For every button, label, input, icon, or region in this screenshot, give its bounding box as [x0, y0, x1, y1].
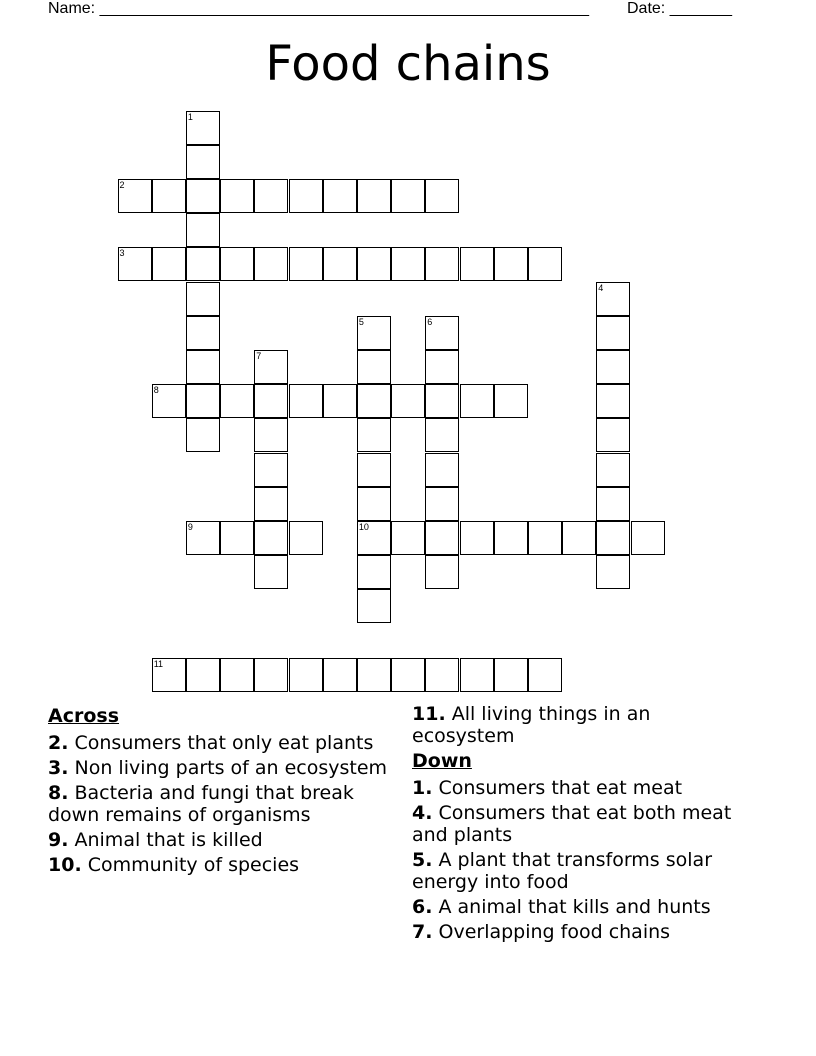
- crossword-cell[interactable]: [425, 179, 459, 213]
- clue-text: A plant that transforms solar energy into food: [412, 849, 713, 893]
- crossword-cell[interactable]: [118, 247, 152, 281]
- crossword-cell[interactable]: [186, 316, 220, 350]
- clue-number-label: 5: [358, 316, 364, 327]
- crossword-cell[interactable]: [562, 521, 596, 555]
- crossword-cell[interactable]: [186, 282, 220, 316]
- crossword-cell[interactable]: [596, 487, 630, 521]
- crossword-cell[interactable]: [220, 384, 254, 418]
- crossword-cell[interactable]: [152, 247, 186, 281]
- crossword-cell[interactable]: [357, 453, 391, 487]
- clue-across-10: [48, 854, 393, 876]
- crossword-cell[interactable]: [425, 350, 459, 384]
- clue-number-label: 1: [187, 111, 193, 122]
- clue-down-7: [412, 921, 757, 943]
- crossword-cell[interactable]: [425, 418, 459, 452]
- clue-down-5: [412, 849, 757, 893]
- crossword-cell[interactable]: [357, 521, 391, 555]
- crossword-cell[interactable]: [460, 384, 494, 418]
- clue-number-label: 8: [153, 385, 159, 396]
- crossword-cell[interactable]: [289, 247, 323, 281]
- crossword-cell[interactable]: [186, 521, 220, 555]
- crossword-cell[interactable]: [220, 521, 254, 555]
- crossword-cell[interactable]: [494, 521, 528, 555]
- crossword-cell[interactable]: [391, 658, 425, 692]
- crossword-cell[interactable]: [357, 589, 391, 623]
- clue-text: Animal that is killed: [68, 829, 263, 851]
- crossword-cell[interactable]: [152, 179, 186, 213]
- crossword-cell[interactable]: [357, 555, 391, 589]
- crossword-cell[interactable]: [391, 179, 425, 213]
- crossword-cell[interactable]: [528, 658, 562, 692]
- clue-number-label: 6: [427, 316, 433, 327]
- crossword-cell[interactable]: [460, 658, 494, 692]
- clue-number-label: 2: [119, 179, 125, 190]
- clue-number-label: 3: [119, 248, 125, 259]
- clue-text: Overlapping food chains: [432, 921, 671, 943]
- clue-text: Non living parts of an ecosystem: [68, 757, 388, 779]
- crossword-cell[interactable]: [357, 247, 391, 281]
- clues-left-column: [48, 703, 393, 879]
- crossword-cell[interactable]: [254, 658, 288, 692]
- crossword-cell[interactable]: [254, 487, 288, 521]
- crossword-cell[interactable]: [357, 384, 391, 418]
- crossword-cell[interactable]: [596, 282, 630, 316]
- clue-across-3: [48, 757, 393, 779]
- crossword-cell[interactable]: [289, 179, 323, 213]
- clue-number: 10.: [48, 854, 82, 876]
- crossword-cell[interactable]: [254, 247, 288, 281]
- crossword-cell[interactable]: [152, 384, 186, 418]
- crossword-cell[interactable]: [220, 658, 254, 692]
- clue-number: 6.: [412, 896, 433, 918]
- crossword-cell[interactable]: [186, 145, 220, 179]
- crossword-cell[interactable]: [186, 418, 220, 452]
- clue-across-9: [48, 829, 393, 851]
- clue-text: Bacteria and fungi that break down remains of organisms: [48, 782, 354, 826]
- clue-text: Consumers that eat meat: [432, 777, 683, 799]
- crossword-cell[interactable]: [289, 521, 323, 555]
- crossword-cell[interactable]: [494, 658, 528, 692]
- crossword-cell[interactable]: [254, 179, 288, 213]
- crossword-cell[interactable]: [425, 487, 459, 521]
- crossword-cell[interactable]: [391, 247, 425, 281]
- clue-text: A animal that kills and hunts: [432, 896, 711, 918]
- crossword-cell[interactable]: [596, 555, 630, 589]
- crossword-cell[interactable]: [323, 247, 357, 281]
- clue-number-label: 11: [153, 658, 164, 669]
- clue-number-label: 7: [256, 350, 262, 361]
- crossword-cell[interactable]: [425, 521, 459, 555]
- clue-number-label: 9: [187, 521, 193, 532]
- clue-down-1: [412, 777, 757, 799]
- clue-number-label: 4: [598, 282, 604, 293]
- clue-number: 4.: [412, 802, 433, 824]
- crossword-cell[interactable]: [357, 487, 391, 521]
- crossword-cell[interactable]: [323, 658, 357, 692]
- crossword-cell[interactable]: [528, 521, 562, 555]
- clues-right-column: [412, 703, 757, 946]
- crossword-cell[interactable]: [186, 179, 220, 213]
- clue-text: All living things in an ecosystem: [412, 703, 651, 747]
- crossword-cell[interactable]: [186, 111, 220, 145]
- name-field-line: Name: _______________________________________________________: [48, 0, 589, 17]
- crossword-cell[interactable]: [391, 384, 425, 418]
- clue-number: 1.: [412, 777, 433, 799]
- crossword-cell[interactable]: [596, 453, 630, 487]
- across-heading: Across: [48, 705, 120, 727]
- date-field-line: Date: _______: [627, 0, 732, 17]
- crossword-cell[interactable]: [254, 521, 288, 555]
- crossword-cell[interactable]: [118, 179, 152, 213]
- clue-across-2: [48, 732, 393, 754]
- crossword-cell[interactable]: [186, 658, 220, 692]
- crossword-cell[interactable]: [186, 247, 220, 281]
- crossword-cell[interactable]: [186, 350, 220, 384]
- clue-number: 3.: [48, 757, 69, 779]
- crossword-cell[interactable]: [289, 384, 323, 418]
- crossword-cell[interactable]: [220, 247, 254, 281]
- clue-number: 9.: [48, 829, 69, 851]
- crossword-cell[interactable]: [391, 521, 425, 555]
- crossword-cell[interactable]: [425, 555, 459, 589]
- crossword-cell[interactable]: [494, 247, 528, 281]
- crossword-cell[interactable]: [494, 384, 528, 418]
- crossword-cell[interactable]: [186, 384, 220, 418]
- crossword-cell[interactable]: [596, 521, 630, 555]
- down-heading: Down: [412, 750, 472, 772]
- crossword-cell[interactable]: [425, 658, 459, 692]
- crossword-cell[interactable]: [220, 179, 254, 213]
- crossword-cell[interactable]: [254, 555, 288, 589]
- crossword-cell[interactable]: [596, 384, 630, 418]
- crossword-cell[interactable]: [425, 453, 459, 487]
- crossword-cell[interactable]: [357, 350, 391, 384]
- crossword-cell[interactable]: [460, 247, 494, 281]
- crossword-cell[interactable]: [425, 384, 459, 418]
- crossword-cell[interactable]: [254, 350, 288, 384]
- crossword-cell[interactable]: [425, 247, 459, 281]
- crossword-cell[interactable]: [357, 179, 391, 213]
- clue-number-label: 10: [358, 521, 369, 532]
- clue-text: Consumers that only eat plants: [68, 732, 374, 754]
- crossword-cell[interactable]: [323, 384, 357, 418]
- clue-down-4: [412, 802, 757, 846]
- page-title: Food chains: [265, 36, 551, 92]
- crossword-cell[interactable]: [152, 658, 186, 692]
- crossword-cell[interactable]: [254, 384, 288, 418]
- clue-text: Consumers that eat both meat and plants: [412, 802, 732, 846]
- crossword-cell[interactable]: [631, 521, 665, 555]
- crossword-cell[interactable]: [357, 316, 391, 350]
- crossword-cell[interactable]: [596, 316, 630, 350]
- clue-number: 8.: [48, 782, 69, 804]
- crossword-cell[interactable]: [323, 179, 357, 213]
- clue-down-6: [412, 896, 757, 918]
- clue-across-8: [48, 782, 393, 826]
- crossword-cell[interactable]: [357, 418, 391, 452]
- crossword-cell[interactable]: [460, 521, 494, 555]
- crossword-cell[interactable]: [528, 247, 562, 281]
- crossword-cell[interactable]: [289, 658, 323, 692]
- crossword-cell[interactable]: [254, 418, 288, 452]
- crossword-cell[interactable]: [596, 418, 630, 452]
- crossword-cell[interactable]: [186, 213, 220, 247]
- clue-number: 2.: [48, 732, 69, 754]
- clue-across-11: [412, 703, 757, 747]
- clue-number: 5.: [412, 849, 433, 871]
- crossword-cell[interactable]: [254, 453, 288, 487]
- clue-number: 7.: [412, 921, 433, 943]
- crossword-cell[interactable]: [596, 350, 630, 384]
- clue-text: Community of species: [81, 854, 300, 876]
- crossword-cell[interactable]: [425, 316, 459, 350]
- crossword-cell[interactable]: [357, 658, 391, 692]
- clue-number: 11.: [412, 703, 446, 725]
